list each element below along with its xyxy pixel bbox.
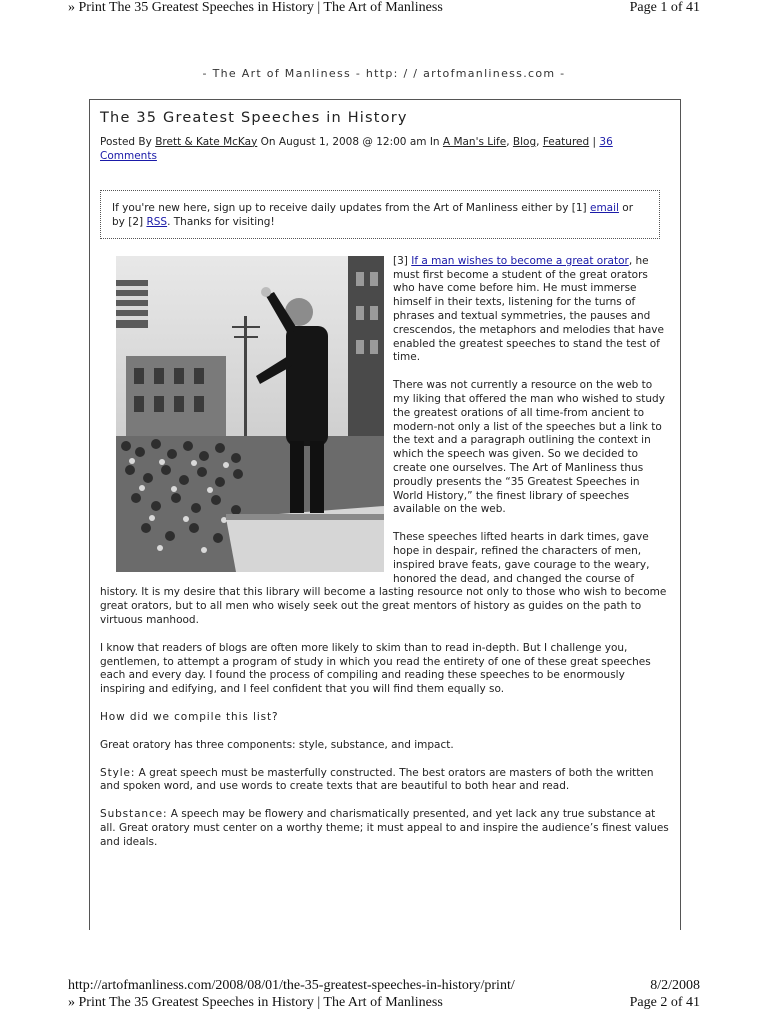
substance-label: Substance:	[100, 808, 168, 821]
article-photo	[116, 256, 384, 572]
byline-separator: ,	[506, 135, 510, 148]
notice-text: or by [2]	[112, 201, 634, 228]
email-link[interactable]: email	[589, 201, 619, 214]
byline-separator: ,	[536, 135, 540, 148]
category-link-mans-life[interactable]: A Man's Life	[442, 135, 507, 148]
article-container	[89, 99, 681, 930]
footer-page: Page 2 of 41	[629, 995, 700, 1010]
author-link[interactable]: Brett & Kate McKay	[155, 135, 258, 148]
body-paragraph: Great oratory has three components: style, substance, and impact.	[100, 738, 454, 751]
byline-posted-by: Posted By	[100, 135, 152, 148]
intro-text: , he must first become a student of the great orators who have come before him. He must immerse himself in their texts, listening for the turns of phrases and textual symmetries, the pauses and crescendos, the metaphors and melodies that have enabled the greatest speeches to stand the test of time.	[393, 254, 664, 364]
body-paragraph: There was not currently a resource on the web to my liking that offered the man who wished to study the greatest orations of all time-from ancient to modern-not only a list of the speeches but a link to the text and a paragraph outlining the context in which the speech was given. So we decided to create one ourselves. The Art of Manliness thus proudly presents the “35 Greatest Speeches in World History,” the finest library of speeches available on the web.	[393, 379, 665, 516]
print-header	[68, 0, 700, 18]
subscribe-notice	[100, 190, 660, 239]
orator-article-link[interactable]: If a man wishes to become a great orator	[411, 254, 629, 267]
footer-url: http://artofmanliness.com/2008/08/01/the-35-greatest-speeches-in-history/print/	[68, 978, 515, 993]
style-text: A great speech must be masterfully constructed. The best orators are masters of both the written and spoken word, and use words to create texts that are beautiful to both hear and read.	[100, 766, 654, 793]
footnote-ref: [3]	[393, 254, 408, 267]
category-link-blog[interactable]: Blog	[512, 135, 537, 148]
substance-paragraph	[100, 808, 671, 849]
style-label: Style:	[100, 766, 136, 779]
rss-link[interactable]: RSS	[146, 215, 168, 228]
body-paragraph: I know that readers of blogs are often more likely to skim than to read in-depth. But I challenge you, gentlemen, to attempt a program of study in which you read the entirety of one of these great speeches each and every day. I found the process of compiling and reading these speeches to be enormously inspiring and edifying, and I feel confident that you will find them equally so.	[100, 641, 651, 696]
article-title: The 35 Greatest Speeches in History	[100, 110, 408, 126]
body-paragraph: These speeches lifted hearts in dark times, gave hope in despair, refined the characters of men, inspired brave feats, gave courage to the weary, honored the dead, and changed the course of history. It is my desire that this library will become a lasting resource not only to those who wish to become great orators, but to all men who wisely seek out the great mentors of history as guides on the path to virtuous manhood.	[100, 531, 667, 626]
article-body	[100, 255, 671, 850]
notice-text: . Thanks for visiting!	[167, 215, 275, 228]
category-link-featured[interactable]: Featured	[542, 135, 590, 148]
notice-text: If you're new here, sign up to receive daily updates from the Art of Manliness either by [1]	[112, 201, 587, 214]
comments-link[interactable]: 36 Comments	[100, 135, 613, 162]
byline	[100, 135, 671, 163]
print-header-page: Page 1 of 41	[629, 0, 700, 15]
orator-photo-image	[116, 256, 384, 572]
footer-date: 8/2/2008	[650, 978, 700, 993]
style-paragraph	[100, 767, 671, 795]
site-banner: - The Art of Manliness - http: / / artofmanliness.com -	[202, 67, 566, 80]
byline-date: On August 1, 2008 @ 12:00 am In	[260, 135, 440, 148]
print-header-title: » Print The 35 Greatest Speeches in History | The Art of Manliness	[68, 0, 443, 15]
footer-title: » Print The 35 Greatest Speeches in History | The Art of Manliness	[68, 995, 443, 1010]
substance-text: A speech may be flowery and charismatically presented, and yet lack any true substance at all. Great oratory must center on a worthy theme; it must appeal to and inspire the audience’s finest values and ideals.	[100, 808, 669, 848]
print-footer	[68, 977, 700, 1011]
section-question: How did we compile this list?	[100, 710, 279, 723]
byline-pipe: |	[592, 135, 597, 148]
